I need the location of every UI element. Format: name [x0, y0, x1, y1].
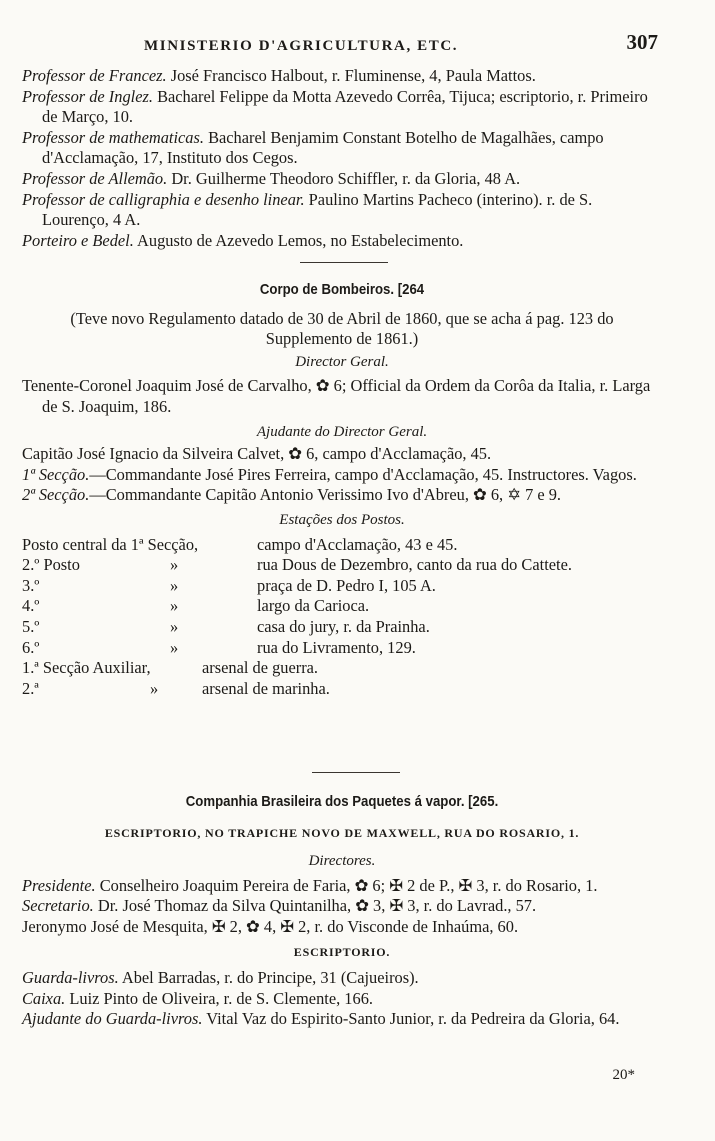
section-note: (Teve novo Regulamento datado de 30 de Abril de 1860, que se acha á pag. 123 do Supplemento de 1861.) [70, 308, 614, 349]
signature-mark: 20* [612, 1067, 635, 1083]
entry-role: Guarda-livros. [22, 968, 119, 988]
director-heading: Director Geral. [295, 353, 389, 370]
entry-text: Bacharel Benjamim Constant Botelho de Magalhães, campo d'Acclamação, 17, Instituto dos Cegos. [42, 127, 604, 168]
ajudante-heading: Ajudante do Director Geral. [256, 423, 428, 440]
seccao-text: —Commandante José Pires Ferreira, campo d'Acclamação, 45. Instructores. Vagos. [89, 464, 637, 484]
ajudante-guarda-entry [22, 1009, 662, 1030]
entry-text: Paulino Martins Pacheco (interino). r. de S. Lourenço, 4 A. [42, 189, 593, 230]
posto-place: rua do Livramento, 129. [257, 637, 416, 657]
entry-text: Conselheiro Joaquim Pereira de Faria, ✿ 6; ✠ 2 de P., ✠ 3, r. do Rosario, 1. [99, 875, 598, 895]
entry-role: Professor de Francez. [22, 66, 167, 85]
entry-text: Augusto de Azevedo Lemos, no Estabelecimento. [137, 230, 464, 250]
guarda-livros-entry [22, 968, 662, 989]
posto-place: arsenal de marinha. [202, 678, 330, 698]
entry-role: Caixa. [22, 988, 66, 1008]
posto-place: casa do jury, r. da Prainha. [257, 616, 430, 636]
table-row [22, 555, 662, 576]
posto-name: 2.º Posto [22, 555, 80, 575]
seccao-1-entry [22, 465, 662, 486]
seccao-label: 1ª Secção. [22, 464, 90, 484]
table-row [22, 679, 662, 700]
section-title: Companhia Brasileira dos Paquetes á vapor. [265. [185, 793, 499, 810]
entry-text: Abel Barradas, r. do Principe, 31 (Cajueiros). [121, 968, 419, 988]
posto-name: 1.ª Secção Auxiliar, [22, 658, 151, 678]
posto-ditto: » [170, 616, 179, 636]
bombeiros-section [22, 280, 662, 699]
entry-role: Professor de Allemão. [22, 168, 168, 188]
entry-text: Dr. Guilherme Theodoro Schiffler, r. da Gloria, 48 A. [171, 168, 521, 188]
seccao-text: —Commandante Capitão Antonio Verissimo Ivo d'Abreu, ✿ 6, ✡ 7 e 9. [89, 485, 562, 505]
page-number: 307 [626, 30, 658, 54]
posto-ditto: » [170, 596, 179, 616]
posto-name: Posto central da 1ª Secção, [22, 534, 199, 554]
postos-heading: Estações dos Postos. [279, 511, 405, 528]
ajudante-entry: Capitão José Ignacio da Silveira Calvet, ✿ 6, campo d'Acclamação, 45. [22, 444, 492, 464]
entry-text: Vital Vaz do Espirito-Santo Junior, r. da Pedreira da Gloria, 64. [206, 1009, 620, 1029]
divider [300, 262, 388, 263]
posto-name: 6.º [22, 637, 40, 657]
posto-ditto: » [170, 575, 179, 595]
professor-list [22, 66, 662, 251]
table-row [22, 535, 662, 556]
entry-text: José Francisco Halbout, r. Fluminense, 4, Paula Mattos. [170, 66, 536, 85]
divider [312, 772, 400, 773]
posto-place: rua Dous de Dezembro, canto da rua do Cattete. [257, 555, 572, 575]
entry-text: Bacharel Felippe da Motta Azevedo Corrêa, Tijuca; escriptorio, r. Primeiro de Março, 10. [42, 86, 648, 127]
entry-role: Professor de calligraphia e desenho linear. [22, 189, 305, 209]
posto-ditto: » [170, 555, 179, 575]
posto-place: praça de D. Pedro I, 105 A. [257, 575, 436, 595]
list-item [22, 190, 662, 231]
table-row [22, 576, 662, 597]
seccao-label: 2ª Secção. [22, 485, 90, 505]
posto-ditto: » [150, 678, 159, 698]
entry-role: Secretario. [22, 896, 94, 916]
entry-role: Presidente. [22, 875, 96, 895]
directores-heading: Directores. [308, 853, 376, 870]
presidente-entry [22, 876, 662, 897]
posto-place: largo da Carioca. [257, 596, 370, 616]
secretario-entry [22, 896, 662, 917]
list-item [22, 66, 662, 87]
posto-name: 3.º [22, 575, 40, 595]
section-title: Corpo de Bombeiros. [264 [259, 281, 425, 298]
entry-role: Professor de mathematicas. [22, 127, 204, 147]
list-item [22, 87, 662, 128]
table-row [22, 658, 662, 679]
paquetes-section [22, 792, 662, 1030]
entry-role: Professor de Inglez. [22, 86, 153, 106]
escriptorio-heading: ESCRIPTORIO. [293, 944, 391, 959]
list-item [22, 128, 662, 169]
director-entry: Tenente-Coronel Joaquim José de Carvalho, ✿ 6; Official da Ordem da Corôa da Italia, r. Larga de S. Joaquim, 186. [22, 376, 651, 416]
entry-text: Dr. José Thomaz da Silva Quintanilha, ✿ 3, ✠ 3, r. do Lavrad., 57. [97, 896, 537, 916]
posto-name: 5.º [22, 616, 40, 636]
table-row [22, 617, 662, 638]
entry-role: Ajudante do Guarda-livros. [22, 1009, 203, 1029]
list-item [22, 169, 662, 190]
caixa-entry [22, 989, 662, 1010]
entry-text: Luiz Pinto de Oliveira, r. de S. Clemente, 166. [69, 988, 373, 1008]
posto-name: 2.ª [22, 678, 39, 698]
running-head [22, 30, 662, 58]
entry-role: Porteiro e Bedel. [22, 230, 134, 250]
posto-name: 4.º [22, 596, 40, 616]
postos-table [22, 535, 662, 700]
posto-place: campo d'Acclamação, 43 e 45. [257, 534, 458, 554]
jeronymo-entry: Jeronymo José de Mesquita, ✠ 2, ✿ 4, ✠ 2, r. do Visconde de Inhaúma, 60. [22, 916, 519, 936]
posto-ditto: » [170, 637, 179, 657]
seccao-2-entry [22, 485, 662, 506]
posto-place: arsenal de guerra. [202, 658, 319, 678]
list-item [22, 231, 662, 252]
table-row [22, 596, 662, 617]
escriptorio-address: ESCRIPTORIO, NO TRAPICHE NOVO DE MAXWELL, RUA DO ROSARIO, 1. [104, 825, 580, 840]
table-row [22, 638, 662, 659]
running-title: MINISTERIO D'AGRICULTURA, ETC. [144, 38, 459, 54]
